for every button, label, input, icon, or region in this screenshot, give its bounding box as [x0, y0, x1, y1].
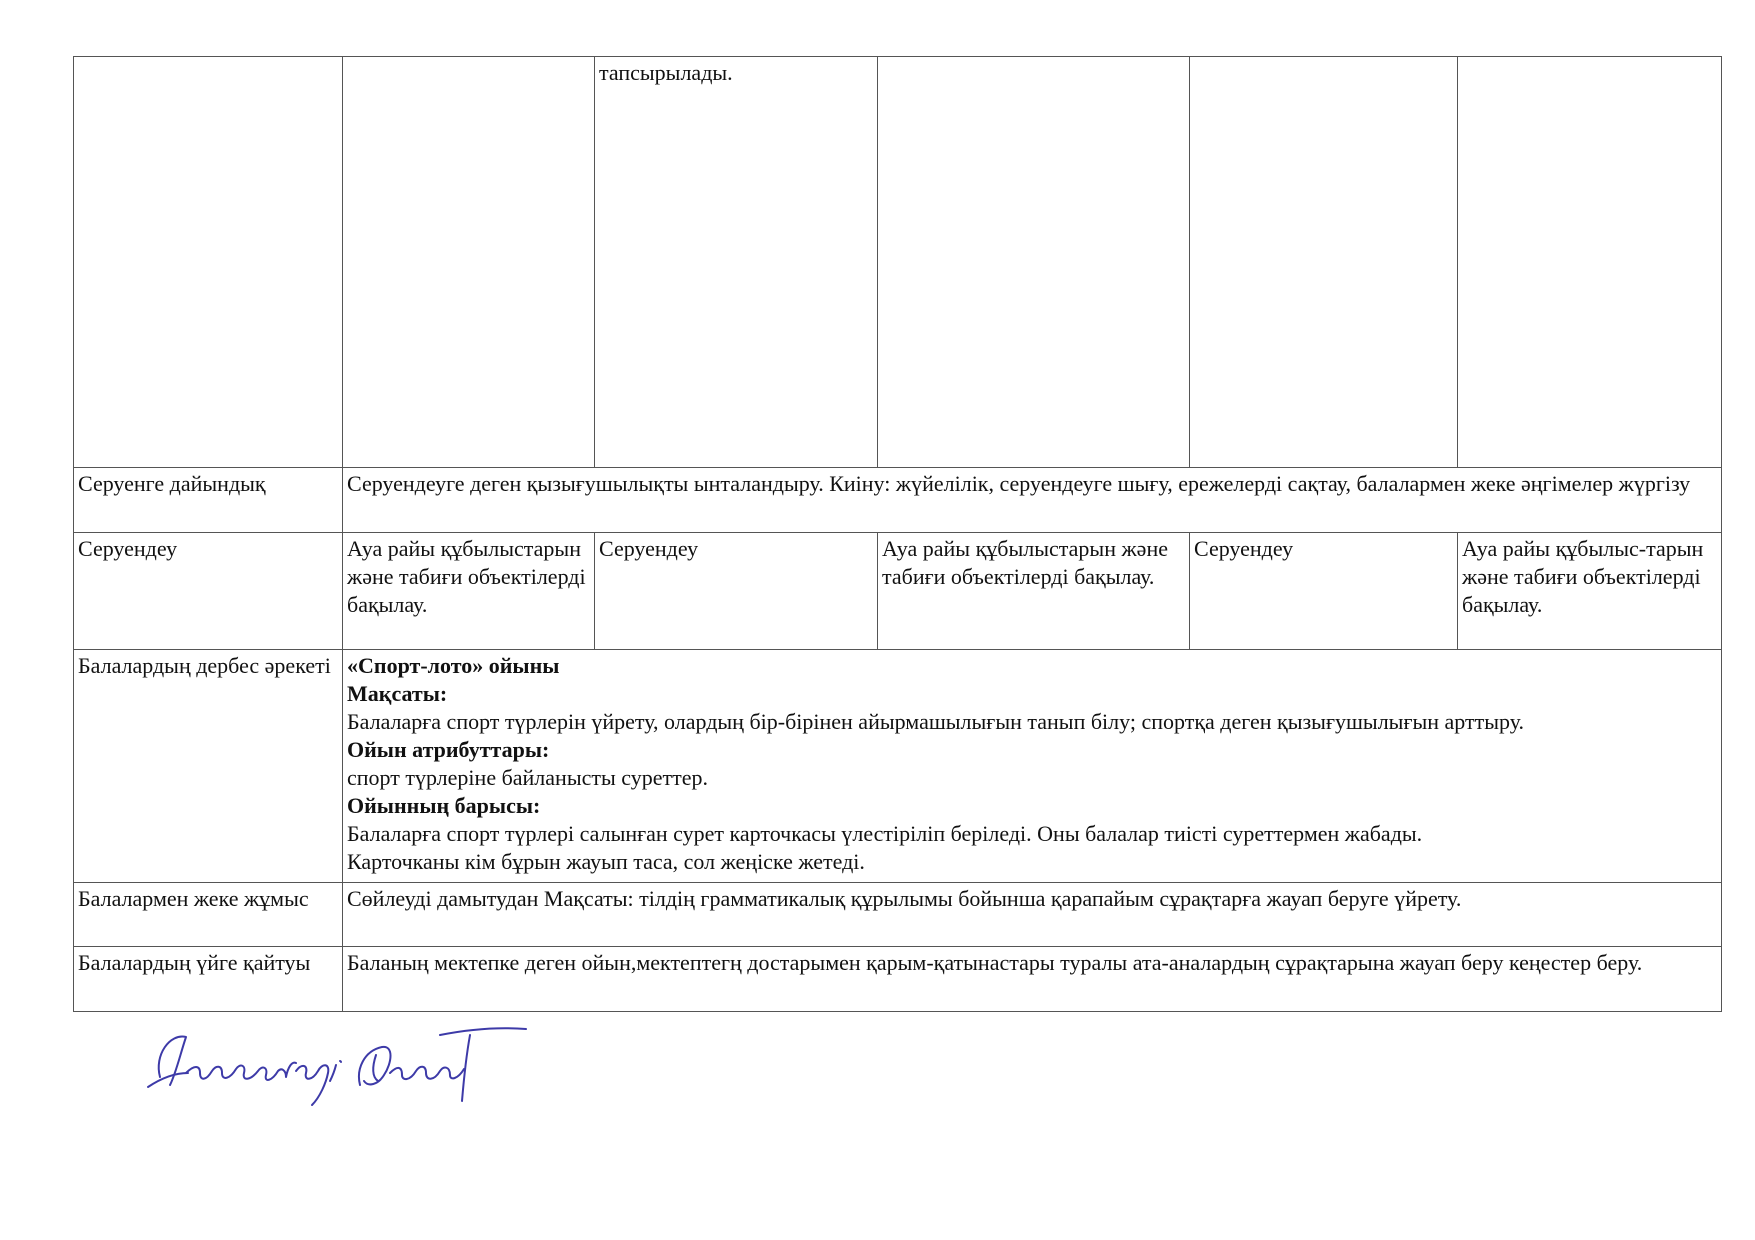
- handwritten-signature: [140, 1015, 560, 1115]
- daily-plan-table: [73, 56, 1722, 1012]
- goal-heading: Мақсаты:: [347, 681, 448, 706]
- walk-cell: Ауа райы құбылыстарын және табиғи объектілерді бақылау.: [343, 533, 595, 650]
- course-text: Балаларға спорт түрлері салынған сурет карточкасы үлестіріліп беріледі. Оны балалар тиісті суреттермен жабады.: [347, 821, 1423, 846]
- table-cell: [74, 57, 343, 468]
- attributes-heading: Ойын атрибуттары:: [347, 737, 550, 762]
- table-row: [74, 947, 1722, 1012]
- table-cell: [343, 57, 595, 468]
- row-label-independent-activity: Балалардың дербес әрекеті: [74, 650, 343, 883]
- row-label-walk-preparation: Серуенге дайындық: [74, 468, 343, 533]
- walk-cell: Ауа райы құбылыстарын және табиғи объектілерді бақылау.: [878, 533, 1190, 650]
- walk-cell: Ауа райы құбылыс-тарын және табиғи объектілерді бақылау.: [1458, 533, 1722, 650]
- course-heading: Ойынның барысы:: [347, 793, 541, 818]
- course-text: Карточканы кім бұрын жауып таса, сол жеңіске жетеді.: [347, 849, 865, 874]
- table-cell: [878, 57, 1190, 468]
- row-label-individual-work: Балалармен жеке жұмыс: [74, 883, 343, 947]
- going-home-text: Баланың мектепке деген ойын,мектептегң достарымен қарым-қатынастары туралы ата-аналардың сұрақтарына жауап беру кеңестер беру.: [343, 947, 1722, 1012]
- game-title: «Спорт-лото» ойыны: [347, 653, 560, 678]
- table-row: [74, 468, 1722, 533]
- walk-preparation-text: Серуендеуге деген қызығушылықты ынталандыру. Киіну: жүйелілік, серуендеуге шығу, ережелерді сақтау, балалармен жеке әңгімелер жүргізу: [343, 468, 1722, 533]
- independent-activity-content: [343, 650, 1722, 883]
- individual-work-text: Сөйлеуді дамытудан Мақсаты: тілдің грамматикалық құрылымы бойынша қарапайым сұрақтарға жауап беруге үйрету.: [343, 883, 1722, 947]
- table-row: [74, 533, 1722, 650]
- table-cell: [1458, 57, 1722, 468]
- row-label-walk: Серуендеу: [74, 533, 343, 650]
- walk-cell: Серуендеу: [595, 533, 878, 650]
- walk-cell: Серуендеу: [1190, 533, 1458, 650]
- cell-text: тапсырылады.: [599, 60, 733, 85]
- table-cell: [1190, 57, 1458, 468]
- table-row: [74, 650, 1722, 883]
- goal-text: Балаларға спорт түрлерін үйрету, олардың бір-бірінен айырмашылығын танып білу; спортқа деген қызығушылығын арттыру.: [347, 709, 1525, 734]
- row-label-going-home: Балалардың үйге қайтуы: [74, 947, 343, 1012]
- table-cell: [595, 57, 878, 468]
- table-row: [74, 883, 1722, 947]
- table-row: [74, 57, 1722, 468]
- attributes-text: спорт түрлеріне байланысты суреттер.: [347, 765, 709, 790]
